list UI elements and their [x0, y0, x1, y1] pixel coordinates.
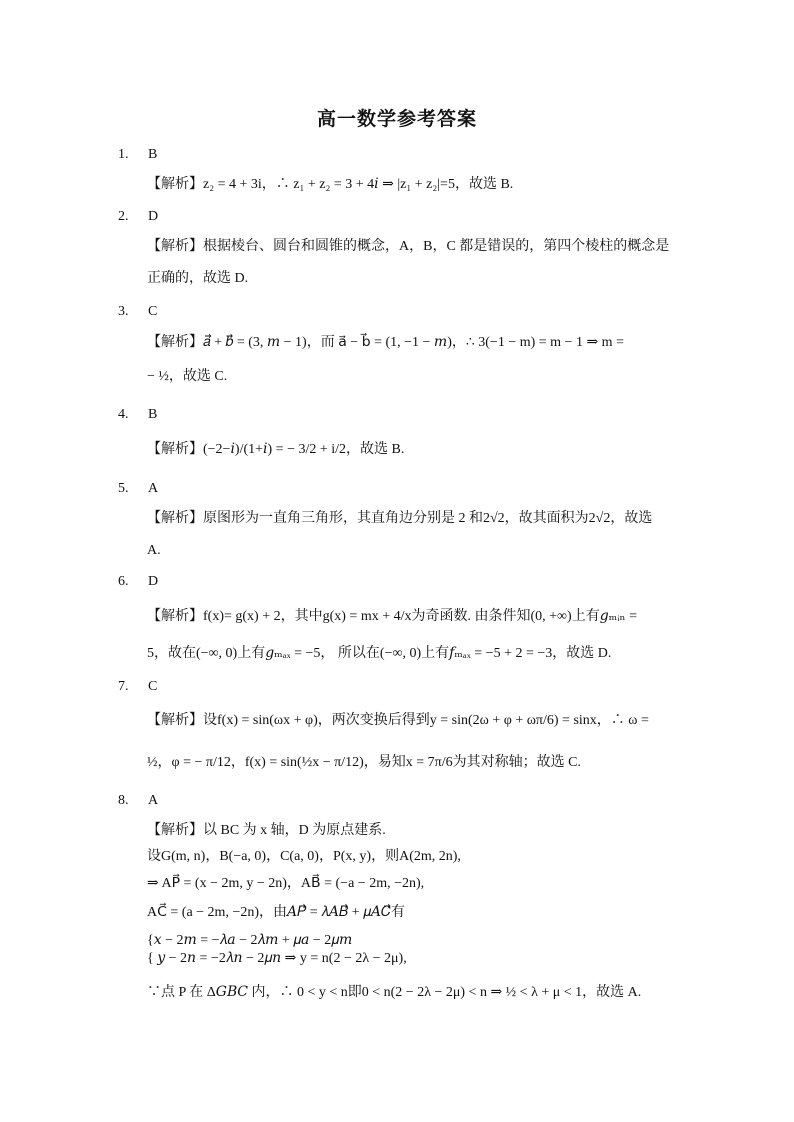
- answer-letter: B: [148, 407, 158, 422]
- question-7-explanation-line-1: 【解析】设f(x) = sin(ωx + φ)，两次变换后得到y = sin(2ω + φ + ωπ/6) = sinx，∴ ω =: [147, 713, 649, 728]
- question-number: 3.: [118, 304, 129, 319]
- question-3-explanation-line-2: − ½，故选 C.: [147, 369, 228, 384]
- answer-letter: D: [148, 574, 159, 589]
- question-5-answer: [118, 480, 158, 498]
- question-3-explanation-line-1: 【解析】𝑎⃗ + 𝑏⃗ = (3, 𝑚 − 1)，而 a⃗ − b⃗ = (1, −1 − 𝑚)，∴ 3(−1 − m) = m − 1 ⇒ m =: [147, 335, 624, 350]
- question-8-explanation-line-4: AC⃗ = (a − 2m, −2n)，由𝐴𝑃⃗ = 𝜆𝐴𝐵⃗ + 𝜇𝐴𝐶⃗有: [147, 905, 405, 920]
- question-2-explanation-line-1: 【解析】根据棱台、圆台和圆锥的概念，A，B，C 都是错误的，第四个棱柱的概念是: [147, 239, 670, 254]
- question-8-explanation-line-5: ∵点 P 在 Δ𝐺𝐵𝐶 内，∴ 0 < y < n即0 < n(2 − 2λ − 2μ) < n ⇒ ½ < λ + μ < 1，故选 A.: [147, 985, 642, 1000]
- answer-letter: C: [148, 304, 158, 319]
- question-number: 1.: [118, 147, 129, 162]
- answer-letter: B: [148, 147, 158, 162]
- question-3-answer: [118, 303, 157, 321]
- question-8-equation-line-2: { 𝑦 − 2𝑛 = −2𝜆𝑛 − 2𝜇𝑛 ⇒ y = n(2 − 2λ − 2μ),: [147, 951, 407, 966]
- question-number: 6.: [118, 574, 129, 589]
- question-4-explanation-line-1: 【解析】(−2−𝑖)/(1+𝑖) = − 3/2 + i/2，故选 B.: [147, 442, 405, 457]
- answer-letter: A: [148, 481, 159, 496]
- question-4-answer: [118, 406, 157, 424]
- question-5-explanation-line-1: 【解析】原图形为一直角三角形，其直角边分别是 2 和2√2，故其面积为2√2，故选: [147, 511, 653, 526]
- page-title: 高一数学参考答案: [316, 109, 477, 130]
- question-6-explanation-line-2: 5，故在(−∞, 0)上有𝑔ₘₐₓ = −5， 所以在(−∞, 0)上有𝑓ₘₐₓ = −5 + 2 = −3，故选 D.: [147, 646, 612, 661]
- question-7-answer: [118, 678, 157, 696]
- answer-letter: A: [148, 793, 159, 808]
- question-1-explanation-line-1: 【解析】z₂ = 4 + 3i，∴ z₁ + z₂ = 3 + 4𝑖 ⇒ |z₁ + z₂|=5，故选 B.: [147, 177, 514, 192]
- question-8-explanation-line-3: ⇒ AP⃗ = (x − 2m, y − 2n)，AB⃗ = (−a − 2m, −2n),: [147, 876, 425, 891]
- question-number: 2.: [118, 209, 129, 224]
- question-number: 5.: [118, 481, 129, 496]
- question-8-explanation-line-1: 【解析】以 BC 为 x 轴，D 为原点建系.: [147, 823, 386, 838]
- question-8-equation-line-1: {𝑥 − 2𝑚 = −𝜆𝑎 − 2𝜆𝑚 + 𝜇𝑎 − 2𝜇𝑚: [147, 933, 353, 948]
- question-6-explanation-line-1: 【解析】f(x)= g(x) + 2，其中g(x) = mx + 4/x为奇函数. 由条件知(0, +∞)上有𝑔ₘᵢₙ =: [147, 609, 637, 624]
- answer-letter: C: [148, 679, 158, 694]
- question-2-answer: [118, 208, 158, 226]
- question-5-explanation-line-2: A.: [147, 543, 161, 558]
- answer-letter: D: [148, 209, 159, 224]
- question-number: 4.: [118, 407, 129, 422]
- question-number: 7.: [118, 679, 129, 694]
- question-number: 8.: [118, 793, 129, 808]
- question-2-explanation-line-2: 正确的，故选 D.: [147, 271, 249, 286]
- question-6-answer: [118, 573, 158, 591]
- question-8-explanation-line-2: 设G(m, n)，B(−a, 0)，C(a, 0)，P(x, y)，则A(2m, 2n),: [147, 849, 461, 864]
- question-8-answer: [118, 792, 158, 810]
- question-1-answer: [118, 146, 157, 164]
- question-7-explanation-line-2: ½，φ = − π/12，f(x) = sin(½x − π/12)，易知x = 7π/6为其对称轴；故选 C.: [147, 755, 581, 770]
